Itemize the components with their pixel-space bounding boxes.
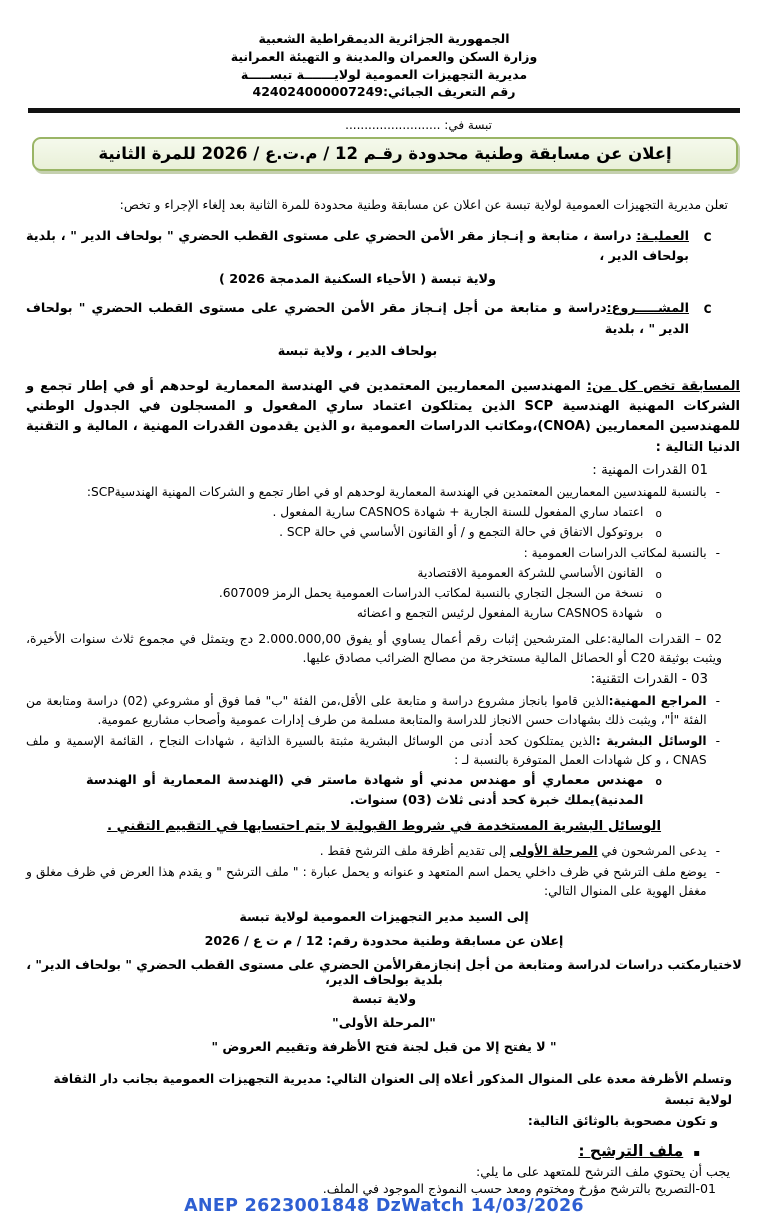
envelope-line-recipient: إلى السيد مدير التجهيزات العمومية لولاية تبسة (239, 909, 529, 925)
candidacy-file-title: ملف الترشح : (578, 1142, 684, 1161)
intro-paragraph: تعلن مديرية التجهيزات العمومية لولاية تبسة عن اعلان عن مسابقة وطنية محدودة للمرة الثانية بعد إلغاء الإجراء و تخص: (119, 197, 728, 212)
architects-requirement-text: بالنسبة للمهندسين المعماريين المعتمدين في الهندسة المعمارية لوحدهم او في اطار تجمع و الشركات المهنية الهندسيةSCP: (86, 484, 707, 499)
references-text: الذين قاموا بانجاز مشروع دراسة و متابعة على الأقل،من الفئة "ب" فما فوق أو مشروعي (02) دراسة ومتابعة من الفئة "أ"، ويثبت ذلك بشهادات حسن الانجاز للدراسة والمتابعة مسلمة من طرف إدارات عمومية وأصحاب مشاريع عمومية. (26, 694, 707, 728)
envelope-address-block (26, 900, 742, 1063)
header-ministry: وزارة السكن والعمران والمدينة و التهيئة العمرانية (230, 48, 538, 64)
header-tax-id: رقم التعريف الجبائي:424024000007249 (252, 84, 516, 100)
eligibility-paragraph (26, 377, 740, 458)
invitation-block (320, 842, 707, 861)
date-line: تبسة في: ......................... (345, 118, 492, 132)
envelope-line-warning: " لا يفتح إلا من قبل لجنة فتح الأظرفة وتقييم العروض " (211, 1039, 557, 1055)
arrow-bullet-icon: c (702, 227, 712, 245)
section-02-paragraph (26, 629, 722, 667)
section-03-heading: 03 - القدرات التقنية: (590, 672, 708, 688)
section-02-text: على المترشحين إثبات رقم أعمال يساوي أو يفوق 2.000.000,00 دج ويتمثل في مجموع ثلاث سنوات الأخيرة، ويثبت بوثيقة C20 أو الحصائل المالية مستخرجة من مصالح الضرائب مصادق عليها. (26, 630, 722, 666)
document-header (26, 30, 742, 101)
circle-bullet-icon: o (655, 526, 662, 540)
list-subitem (26, 604, 662, 623)
candidacy-file-heading (26, 1142, 700, 1160)
project-item (26, 299, 712, 362)
public-offices-requirement-text: بالنسبة لمكاتب الدراسات العمومية : (523, 545, 707, 560)
header-divider (28, 108, 740, 113)
section-02-heading: 02 – القدرات المالية: (606, 630, 722, 646)
operation-text-block (26, 227, 689, 290)
list-item (26, 732, 720, 770)
references-label: المراجع المهنية: (608, 694, 707, 709)
list-item (26, 842, 720, 861)
envelope-rule-text: يوضع ملف الترشح في ظرف داخلي يحمل اسم المتعهد و عنوانه و يحمل عبارة : " ملف الترشح " و يقدم هذا العرض في ظرف مغلق و مغفل الهوية على المنوال التالي: (26, 864, 707, 898)
delivery-paragraph (26, 1069, 732, 1132)
project-text: دراسة و متابعة من أجل إنـجاز مقر الأمن الحضري على مستوى القطب الحضري " بولحاف الدير " ، بلدية (26, 301, 689, 337)
engineer-requirement-text: مهندس معماري أو مهندس مدني أو شهادة ماستر في (الهندسة المعمارية أو الهندسة المدنية)يملك خبرة كحد أدنى ثلاث (03) سنوات. (86, 773, 644, 808)
list-subitem (26, 503, 662, 522)
envelope-line-phase: "المرحلة الأولى" (332, 1015, 436, 1031)
human-resources-block (26, 732, 707, 770)
list-subitem (86, 771, 662, 811)
register-text: نسخة من السجل التجاري بالنسبة لمكاتب الدراسات العمومية يحمل الرمز 607009. (218, 585, 644, 600)
list-item (26, 863, 720, 901)
operation-text: دراسة ، متابعة و إنـجاز مقر الأمن الحضري على مستوى القطب الحضري " بولحاف الدير " ، بلدية بولحاف الدير ، (26, 229, 689, 265)
square-bullet-icon: ▪ (693, 1148, 700, 1160)
header-republic: الجمهورية الجزائرية الديمقراطية الشعبية (258, 31, 510, 46)
circle-bullet-icon: o (655, 567, 662, 581)
list-item (26, 544, 720, 563)
list-item (26, 692, 720, 730)
circle-bullet-icon: o (655, 775, 662, 789)
dash-bullet-icon: - (715, 694, 720, 709)
first-phase-label: المرحلة الأولى (509, 843, 598, 858)
protocol-text: بروتوكول الاتفاق في حالة التجمع و / أو القانون الأساسي في حالة SCP . (279, 524, 644, 539)
list-item (26, 483, 720, 502)
announcement-title: إعلان عن مسابقة وطنية محدودة رقـم 12 / م.ت.ع / 2026 للمرة الثانية (32, 137, 738, 171)
arrow-bullet-icon: c (702, 299, 712, 318)
project-label: المشـــــروع: (606, 301, 689, 317)
dash-bullet-icon: - (715, 484, 720, 499)
casnos-text: شهادة CASNOS سارية المفعول لرئيس التجمع و اعضائه (356, 605, 644, 620)
dash-bullet-icon: - (715, 734, 720, 749)
statute-text: القانون الأساسي للشركة العمومية الاقتصادية (417, 565, 644, 580)
envelope-line-object: لاختيارمكتب دراسات لدراسة ومتابعة من أجل إنجازمقرالأمن الحضري على مستوى القطب الحضري " بولحاف الدير" ، بلدية بولحاف الدير، (26, 957, 742, 988)
human-resources-label: الوسائل البشرية : (595, 734, 707, 749)
human-resources-text: الذين يمتلكون كحد أدنى من الوسائل البشرية مثبتة بالسيرة الذاتية ، شهادات النجاح ، القائمة الإسمية و ملف CNAS ، و كل شهادات العمل المتوفرة بالنسبة لـ : (26, 734, 707, 768)
project-text-line2: بولحاف الدير ، ولاية تبسة (277, 344, 438, 360)
accreditation-text: اعتماد ساري المفعول للسنة الجارية + شهادة CASNOS سارية المفعول . (272, 504, 644, 519)
operation-label: العمليـة: (636, 229, 689, 244)
circle-bullet-icon: o (655, 607, 662, 621)
dash-bullet-icon: - (715, 843, 720, 858)
header-directorate: مديرية التجهيزات العمومية لولايـــــــة تبســـــة (240, 66, 528, 82)
dash-bullet-icon: - (715, 545, 720, 560)
candidacy-file-item-01: 01-التصريح بالترشح مؤرخ ومختوم ومعد حسب النموذج الموجود في الملف. (322, 1181, 716, 1197)
project-text-block (26, 299, 689, 362)
delivery-line2: و تكون مصحوبة بالوثائق التالية: (527, 1114, 718, 1129)
delivery-line1: وتسلم الأظرفة معدة على المنوال المذكور أعلاه إلى العنوان التالي: مديرية التجهيزات العمومية بجانب دار الثقافة لولاية تبسة (53, 1072, 732, 1108)
operation-text-line2: ولاية تبسة ( الأحياء السكنية المدمجة 2026 ) (218, 271, 496, 287)
circle-bullet-icon: o (655, 506, 662, 520)
candidacy-file-intro: يجب أن يحتوي ملف الترشح للمتعهد على ما يلي: (475, 1164, 730, 1180)
list-subitem (26, 564, 662, 583)
invitation-post: إلى تقديم أظرفة ملف الترشح فقط . (319, 843, 510, 858)
circle-bullet-icon: o (655, 587, 662, 601)
list-subitem (26, 523, 662, 542)
dash-bullet-icon: - (715, 864, 720, 879)
eligibility-label: المسابقة تخص كل من: (586, 378, 740, 394)
evaluation-note: الوسائل البشرية المستخدمة في شروط القبولية لا يتم احتسابها في التقييم التقني . (106, 818, 662, 834)
operation-item (26, 227, 712, 290)
anep-reference: ANEP 2623001848 DzWatch 14/03/2026 (184, 1196, 584, 1216)
references-block (26, 692, 707, 730)
invitation-pre: يدعى المرشحون في (597, 843, 707, 858)
eligibility-text: المهندسين المعماريين المعتمدين في الهندسة المعمارية لوحدهم أو في إطار تجمع و الشركات المهنية الهندسية SCP الذين يمتلكون اعتماد ساري المفعول و المسجلون في الجدول الوطني للمهندسين المعماريين (CNOA)،ومكاتب الدراسات العمومية ،و الذين يقدمون القدرات المهنية ، المالية و التقنية الدنيا التالية : (26, 378, 740, 455)
anep-footer (26, 1196, 742, 1216)
list-subitem (26, 584, 662, 603)
envelope-line-wilaya: ولاية تبسة (351, 991, 417, 1007)
envelope-line-announcement: إعلان عن مسابقة وطنية محدودة رقم: 12 / م ت ع / 2026 (204, 933, 564, 949)
section-01-heading: 01 القدرات المهنية : (592, 462, 708, 478)
